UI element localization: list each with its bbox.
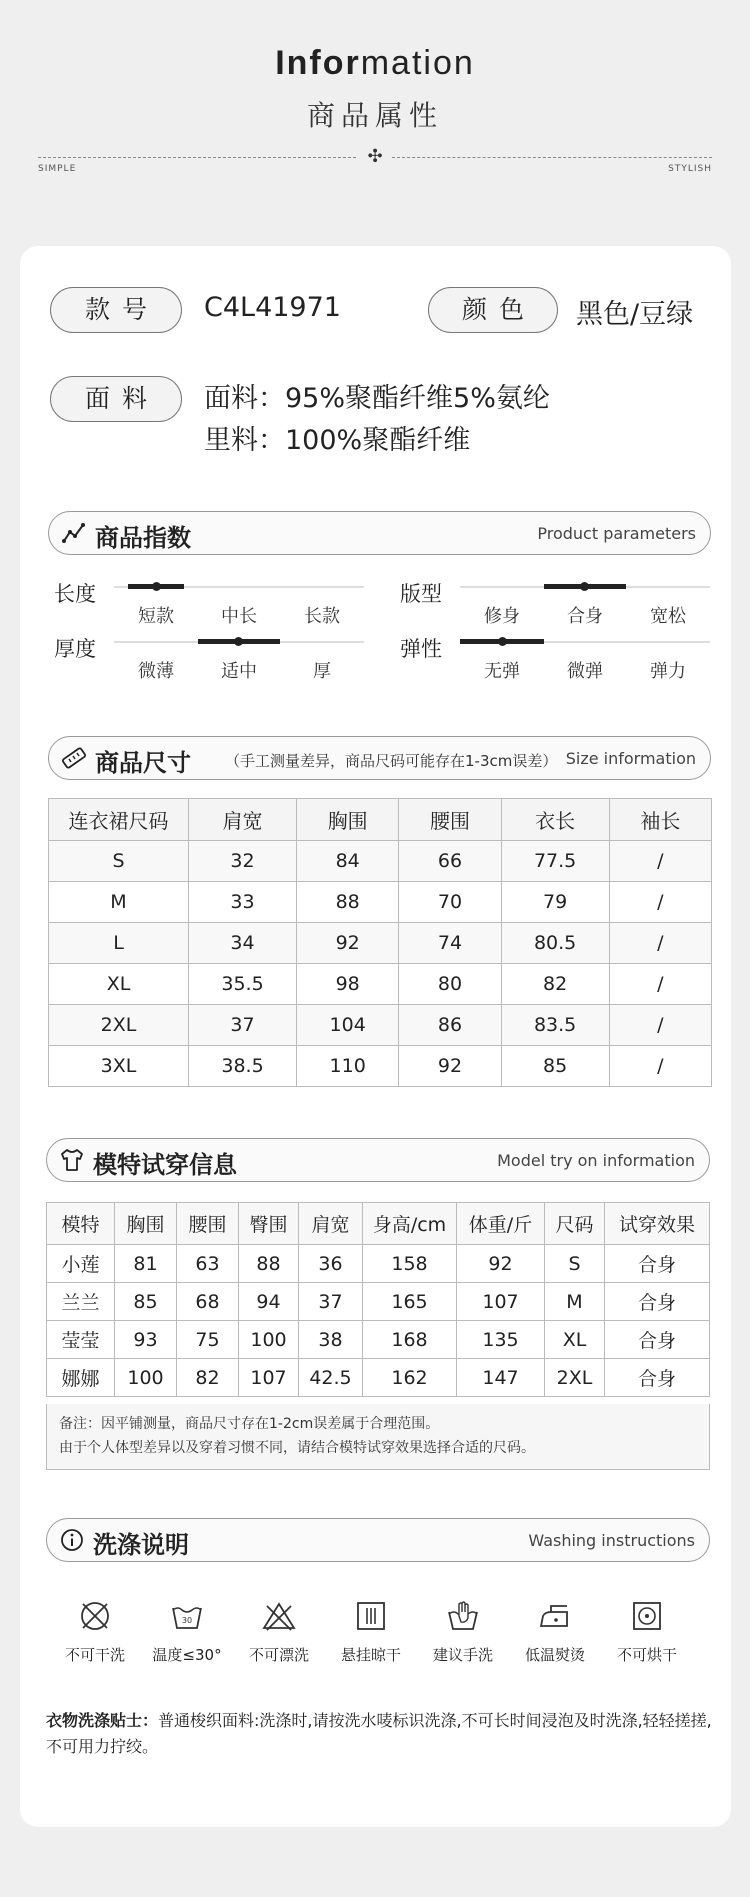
fabric-lining: 里料：100%聚酯纤维 [204, 425, 471, 456]
info-card [20, 246, 731, 1827]
table-cell: 66 [399, 841, 501, 882]
table-header-row [49, 799, 712, 841]
table-cell: 32 [189, 841, 297, 882]
color-value: 黑色/豆绿 [576, 299, 694, 330]
table-cell: 莹莹 [47, 1321, 115, 1359]
wash-item [326, 1598, 416, 1665]
wash-30-icon [169, 1598, 205, 1634]
param-label-elasticity: 弹性 [400, 637, 442, 661]
no-bleach-icon [261, 1598, 297, 1634]
table-cell: / [609, 841, 711, 882]
size-section-bar [48, 736, 711, 780]
table-header: 体重/斤 [457, 1203, 545, 1245]
wash-item [510, 1598, 600, 1665]
table-row [47, 1359, 710, 1397]
param-label-length: 长度 [54, 582, 96, 606]
table-cell: 68 [177, 1283, 239, 1321]
table-row [49, 882, 712, 923]
table-row [47, 1245, 710, 1283]
tag-stylish: STYLISH [668, 164, 712, 174]
table-cell: 135 [457, 1321, 545, 1359]
table-cell: 92 [297, 923, 399, 964]
wash-label: 不可烘干 [616, 1646, 677, 1664]
param-option: 短款 [138, 606, 174, 627]
param-option: 微弹 [567, 661, 603, 682]
table-cell: 98 [297, 964, 399, 1005]
table-cell: 70 [399, 882, 501, 923]
param-option: 修身 [484, 606, 520, 627]
model-title: 模特试穿信息 [93, 1151, 237, 1179]
table-cell: 168 [363, 1321, 457, 1359]
table-cell: 75 [177, 1321, 239, 1359]
param-option: 无弹 [484, 661, 520, 682]
table-cell: 92 [457, 1245, 545, 1283]
size-title-en: Size information [565, 749, 696, 768]
table-cell: 100 [115, 1359, 177, 1397]
table-cell: 37 [299, 1283, 363, 1321]
table-cell: / [609, 1046, 711, 1087]
wash-item [234, 1598, 324, 1665]
param-option: 微薄 [138, 661, 174, 682]
wash-label: 悬挂晾干 [340, 1646, 401, 1664]
table-header: 试穿效果 [605, 1203, 710, 1245]
table-header: 肩宽 [299, 1203, 363, 1245]
table-cell: / [609, 882, 711, 923]
table-cell: 147 [457, 1359, 545, 1397]
model-section-bar [46, 1138, 710, 1182]
table-cell: 162 [363, 1359, 457, 1397]
size-table [48, 798, 712, 1087]
table-cell: 2XL [49, 1005, 189, 1046]
param-label-thickness: 厚度 [54, 637, 96, 661]
table-cell: L [49, 923, 189, 964]
table-cell: / [609, 1005, 711, 1046]
table-cell: 94 [239, 1283, 299, 1321]
table-cell: M [545, 1283, 605, 1321]
wash-tips-text: 普通梭织面料:洗涤时,请按洗水唛标识洗涤,不可长时间浸泡及时洗涤,轻轻搓搓,不可用力拧绞。 [46, 1711, 712, 1756]
table-cell: 88 [297, 882, 399, 923]
table-cell: 35.5 [189, 964, 297, 1005]
param-option: 宽松 [650, 606, 686, 627]
size-title: 商品尺寸 [95, 749, 191, 777]
table-cell: 84 [297, 841, 399, 882]
table-cell: 88 [239, 1245, 299, 1283]
trend-chart-icon [61, 520, 87, 546]
param-option: 弹力 [650, 661, 686, 682]
table-cell: 107 [239, 1359, 299, 1397]
shirt-icon [59, 1147, 85, 1173]
wash-label: 不可干洗 [64, 1646, 125, 1664]
table-cell: 77.5 [501, 841, 609, 882]
params-section-bar [48, 511, 711, 555]
table-cell: S [49, 841, 189, 882]
table-row [49, 841, 712, 882]
wash-title-en: Washing instructions [528, 1531, 695, 1550]
model-title-en: Model try on information [497, 1151, 695, 1170]
wash-item [50, 1598, 140, 1665]
style-no-value: C4L41971 [204, 292, 341, 323]
ruler-icon [61, 745, 87, 771]
wash-tips-label: 衣物洗涤贴士： [46, 1711, 159, 1730]
crosshair-icon: ✣ [367, 146, 383, 167]
wash-item [418, 1598, 508, 1665]
table-row [49, 1046, 712, 1087]
wash-label: 温度≤30° [152, 1646, 222, 1664]
table-cell: 合身 [605, 1359, 710, 1397]
table-cell: 33 [189, 882, 297, 923]
table-header: 肩宽 [189, 799, 297, 841]
table-cell: / [609, 923, 711, 964]
table-cell: 小莲 [47, 1245, 115, 1283]
table-cell: 100 [239, 1321, 299, 1359]
divider-left [38, 157, 356, 158]
table-header: 尺码 [545, 1203, 605, 1245]
param-track-fit [460, 579, 710, 595]
table-header: 袖长 [609, 799, 711, 841]
table-cell: 74 [399, 923, 501, 964]
table-header: 腰围 [177, 1203, 239, 1245]
param-option: 适中 [221, 661, 257, 682]
table-header: 胸围 [115, 1203, 177, 1245]
table-cell: 79 [501, 882, 609, 923]
table-cell: 158 [363, 1245, 457, 1283]
table-cell: 85 [501, 1046, 609, 1087]
table-row [49, 964, 712, 1005]
table-header: 胸围 [297, 799, 399, 841]
table-cell: 85 [115, 1283, 177, 1321]
table-cell: 42.5 [299, 1359, 363, 1397]
table-cell: 2XL [545, 1359, 605, 1397]
table-cell: 110 [297, 1046, 399, 1087]
fabric-label: 面料 [50, 376, 182, 422]
table-cell: 37 [189, 1005, 297, 1046]
table-cell: M [49, 882, 189, 923]
low-iron-icon [537, 1598, 573, 1634]
page-header [0, 0, 750, 200]
table-cell: 104 [297, 1005, 399, 1046]
table-cell: 3XL [49, 1046, 189, 1087]
model-note-line: 由于个人体型差异以及穿着习惯不同，请结合模特试穿效果选择合适的尺码。 [59, 1440, 535, 1456]
model-note-line: 备注：因平铺测量，商品尺寸存在1-2cm误差属于合理范围。 [59, 1416, 440, 1432]
table-header-row [47, 1203, 710, 1245]
table-row [47, 1283, 710, 1321]
model-table [46, 1202, 710, 1397]
table-cell: 93 [115, 1321, 177, 1359]
param-option: 中长 [221, 606, 257, 627]
table-cell: 63 [177, 1245, 239, 1283]
table-cell: 107 [457, 1283, 545, 1321]
table-row [47, 1321, 710, 1359]
table-header: 身高/cm [363, 1203, 457, 1245]
table-cell: 36 [299, 1245, 363, 1283]
table-cell: XL [49, 964, 189, 1005]
wash-tips [46, 1708, 714, 1760]
param-track-length [114, 579, 364, 595]
table-cell: 34 [189, 923, 297, 964]
params-title-en: Product parameters [537, 524, 696, 543]
fabric-outer: 面料：95%聚酯纤维5%氨纶 [204, 383, 550, 414]
wash-section-bar [46, 1518, 710, 1562]
tag-simple: SIMPLE [38, 164, 77, 174]
size-note: （手工测量差异，商品尺码可能存在1-3cm误差） [225, 752, 558, 770]
table-header: 模特 [47, 1203, 115, 1245]
divider-right [392, 157, 712, 158]
table-cell: 86 [399, 1005, 501, 1046]
param-option: 长款 [304, 606, 340, 627]
table-cell: 38.5 [189, 1046, 297, 1087]
table-cell: / [609, 964, 711, 1005]
table-cell: 83.5 [501, 1005, 609, 1046]
no-tumble-dry-icon [629, 1598, 665, 1634]
table-cell: 165 [363, 1283, 457, 1321]
page-title-cn: 商品属性 [306, 99, 443, 132]
table-cell: 38 [299, 1321, 363, 1359]
param-option: 合身 [567, 606, 603, 627]
table-cell: 合身 [605, 1283, 710, 1321]
param-track-elasticity [460, 634, 710, 650]
param-track-thickness [114, 634, 364, 650]
svg-text:30: 30 [181, 1616, 193, 1625]
table-cell: 娜娜 [47, 1359, 115, 1397]
no-dry-clean-icon [77, 1598, 113, 1634]
wash-icons [50, 1598, 700, 1688]
table-cell: 合身 [605, 1321, 710, 1359]
table-cell: 合身 [605, 1245, 710, 1283]
hang-dry-icon [353, 1598, 389, 1634]
model-note [46, 1404, 710, 1470]
param-option: 厚 [313, 661, 331, 682]
wash-label: 建议手洗 [432, 1646, 493, 1664]
table-row [49, 923, 712, 964]
table-cell: 80 [399, 964, 501, 1005]
params-title: 商品指数 [95, 524, 191, 552]
table-cell: XL [545, 1321, 605, 1359]
table-cell: 80.5 [501, 923, 609, 964]
table-header: 腰围 [399, 799, 501, 841]
table-cell: 92 [399, 1046, 501, 1087]
color-label: 颜色 [428, 287, 558, 333]
table-cell: S [545, 1245, 605, 1283]
hand-wash-icon [445, 1598, 481, 1634]
wash-title: 洗涤说明 [93, 1531, 189, 1559]
param-label-fit: 版型 [400, 582, 442, 606]
table-cell: 82 [177, 1359, 239, 1397]
table-header: 臀围 [239, 1203, 299, 1245]
wash-item [142, 1598, 232, 1665]
table-cell: 81 [115, 1245, 177, 1283]
table-row [49, 1005, 712, 1046]
wash-item [602, 1598, 692, 1665]
table-cell: 82 [501, 964, 609, 1005]
style-no-label: 款号 [50, 287, 182, 333]
info-icon [59, 1527, 85, 1553]
wash-label: 低温熨烫 [524, 1646, 585, 1664]
wash-label: 不可漂洗 [248, 1646, 309, 1664]
table-header: 衣长 [501, 799, 609, 841]
page-title-en: Information [275, 44, 475, 82]
table-header: 连衣裙尺码 [49, 799, 189, 841]
table-cell: 兰兰 [47, 1283, 115, 1321]
